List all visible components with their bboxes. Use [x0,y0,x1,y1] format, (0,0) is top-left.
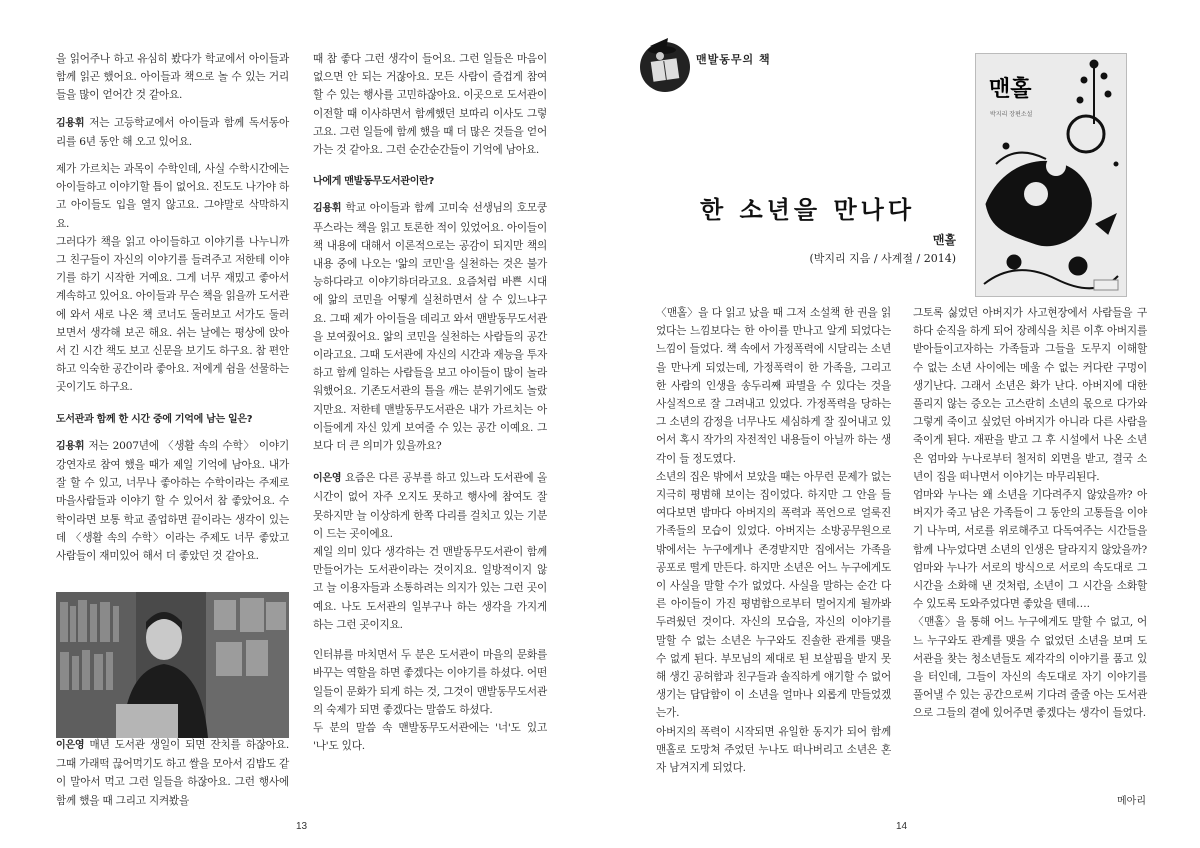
speaker-name: 김용휘 [56,440,85,452]
left-column-2 [313,50,547,764]
left-column-1-tail [56,736,289,819]
paragraph: 김용휘 학교 아이들과 함께 고미숙 선생님의 호모쿵푸스라는 책을 읽고 토론한 적이 있었어요. 아이들이 책 내용에 대해서 이론적으로는 공감이 되지만 책의 내용 중에 나오는 '앎의 코민'을 실천하는 것은 불가능하다라고 이야기하더라고요. 요즘처럼 바쁜 시대에 앎의 코민을 어떻게 실천하면서 살 수 있느냐구요. 그때 제가 아이들을 데리고 와서 맨발동무도서관을 보여줬어요. 앎의 코민을 실천하는 사람들의 공간이라고요. 그때 도서관에 자신의 시간과 재능을 투자하고 함께 일하는 사람들을 보고 아이들이 많이 놀라워했어요. 기존도서관의 틀을 깨는 분위기에도 놀랐지만요. 저한테 맨발동무도서관은 내가 가르치는 아이들에게 자신 있게 보여줄 수 있는 공간 이예요. 그보다 더 큰 의미가 있을까요? [313,202,547,453]
paragraph: 그러다가 책을 읽고 아이들하고 이야기를 나누니까 그 친구들이 자신의 이야기를 들려주고 저한테 이야기를 하기 시작한 거예요. 그게 너무 재밌고 좋아서 계속하고 있어요. 아이들과 무슨 책을 읽을까 도서관에 와서 새로 나온 책 코너도 둘러보고 서가도 둘러보면서 생각해 보곤 해요. 쉬는 날에는 평상에 앉아서 긴 시간 책도 보고 신문을 보기도 하구요. 참 편안하고 익숙한 공간이라 좋아요. 저에게 쉼을 선물하는 곳이기도 하구요. [56,235,289,394]
paragraph: 엄마와 누나는 왜 소년을 기다려주지 않았을까? 아버지가 죽고 남은 가족들이 그 동안의 고통들을 이야기 나누며, 서로를 위로해주고 다독여주는 시간들을 함께 나누었다면 소년의 인생은 달라지지 않았을까? 엄마와 누나가 서로의 방식으로 서로의 속도대로 그 시간을 소화해 낸 것처럼, 소년이 그 시간을 소화할 수 있도록 도와주었다면 좋았을 텐데…. [913,489,1147,611]
paragraph: 소년의 집은 밖에서 보았을 때는 아무런 문제가 없는 지극히 평범해 보이는 집이었다. 하지만 그 안을 들여다보면 밤마다 아버지의 폭력과 폭언으로 얼룩진 가족들의 모습이 있었다. 아버지는 소방공무원으로 밖에서는 누구에게나 존경받지만 집에서는 가족을 공포로 떨게 만든다. 하지만 소년은 어느 누구에게도 이 사실을 말할 수가 없었다. 사실을 말하는 순간 다른 아이들이 가진 평범함으로부터 멀어지게 될까봐 두려웠던 것이다. 자신의 모습을, 자신의 이야기를 말할 수 없는 소년은 누구와도 진솔한 관계를 맺을 수 없게 된다. 부모님의 제대로 된 보살핌을 받지 못해 생긴 공허함과 친구들과 솔직하게 얘기할 수 없어 생기는 답답함이 이 소년을 얼마나 외롭게 만들었겠는가. [656,470,891,720]
paragraph: 〈맨홀〉을 다 읽고 났을 때 그저 소설책 한 권을 읽었다는 느낌보다는 한 아이를 만나고 알게 되었다는 느낌이 들었다. 책 속에서 가정폭력에 시달리는 소년을 만나게 되었는데, 가정폭력이 한 가족을, 그리고 한 사람의 인생을 송두리째 파멸을 수 있다는 것을 사실적으로 잘 그려내고 있었다. 가정폭력을 당하는 그 소년의 감정을 너무나도 세심하게 잘 짚어내고 있어서 혹시 작가의 자전적인 내용들이 아닐까 하는 생각이 들 정도였다. [656,307,891,465]
paragraph: 김용휘 저는 고등학교에서 아이들과 함께 독서동아리를 6년 동안 해 오고 있어요. [56,116,289,148]
section-heading: 나에게 맨발동무도서관이란? [313,176,435,188]
speaker-name: 이은영 [56,740,85,751]
series-logo-icon [638,34,692,94]
book-cover [975,53,1127,297]
speaker-name: 김용휘 [313,203,342,215]
section-heading: 도서관과 함께 한 시간 중에 기억에 남는 일은? [56,413,253,425]
speaker-name: 이은영 [313,473,342,485]
book-info: (박지리 지음 / 사계절 / 2014) [809,252,956,265]
book-cover-subtitle: 박지리 장편소설 [990,111,1033,118]
series-label: 맨발동무의 책 [696,53,771,66]
paragraph: 아버지의 폭력이 시작되면 유일한 동지가 되어 함께 맨홀로 도망쳐 주었던 누나도 떠나버리고 소년은 혼자 남겨지게 되었다. [656,725,891,775]
paragraph: 제일 의미 있다 생각하는 건 맨발동무도서관이 함께 만들어가는 도서관이라는 것이지요. 일방적이지 않고 늘 이용자들과 소통하려는 의지가 있는 그런 곳이예요. 나도 도서관의 일부구나 하는 생각을 가지게 하는 그런 곳이지요. [313,546,547,631]
paragraph: 제가 가르치는 과목이 수학인데, 사실 수학시간에는 아이들하고 이야기할 틈이 없어요. 진도도 나가야 하고 아이들도 입을 열지 않고요. 그야말로 삭막하지요. [56,163,289,230]
paragraph: 그토록 싫었던 아버지가 사고현장에서 사람들을 구하다 순직을 하게 되어 장례식을 치른 이후 아버지를 받아들이고자하는 가족들과 그들을 도무지 이해할 수 없는 소년 사이에는 메울 수 없는 커다란 구멍이 생기난다. 그래서 소년은 화가 난다. 아버지에 대한 풀리지 않는 증오는 고스란히 소년의 몫으로 다가와 그렇게 죽이고 싶었던 아버지가 아니라 다른 사람을 죽이게 된다. 재판을 받고 그 후 시설에서 나온 소년은 엄마와 누나로부터 철저히 외면을 받고, 결국 소년이 집을 떠나면서 이야기는 마무리된다. [913,307,1147,483]
interview-photo [56,592,289,738]
page-number: 13 [296,821,308,832]
paragraph: 이은영 매년 도서관 생일이 되면 잔치를 하잖아요. 그때 가래떡 끊어먹기도 하고 쌀을 모아서 김밥도 같이 말아서 먹고 그런 일들을 하잖아요. 그런 행사에 함께 했을 때 그리고 지켜봤을 [56,739,289,807]
page-number: 14 [896,821,908,832]
paragraph: 두 분의 말씀 속 맨발동무도서관에는 '너'도 있고 '나'도 있다. [313,721,547,753]
book-name: 맨홀 [932,233,956,247]
article-author: 메아리 [1117,796,1146,807]
right-column-2 [913,304,1147,732]
paragraph: 이은영 요즘은 다른 공부를 하고 있느라 도서관에 올 시간이 없어 자주 오지도 못하고 행사에 참여도 잘 못하지만 늘 이상하게 한쪽 다리를 걸치고 있는 기분이 드는 곳이에요. [313,472,547,540]
paragraph: 인터뷰를 마치면서 두 분은 도서관이 마을의 문화를 바꾸는 역할을 하면 좋겠다는 이야기를 하셨다. 어떤 일들이 문화가 되게 하는 것, 그것이 맨발동무도서관의 숙제가 되면 좋겠다는 말씀도 하셨다. [313,649,547,716]
left-column-1 [56,50,289,574]
article-title: 한 소년을 만나다 [700,196,915,224]
paragraph: 때 참 좋다 그런 생각이 들어요. 그런 일들은 마음이 없으면 안 되는 거잖아요. 모든 사람이 즐겁게 참여할 수 있는 행사를 고민하잖아요. 이곳으로 도서관이 이전할 때 이사하면서 함께했던 보따리 이사도 그렇고요. 그런 일들에 함께 했을 때 더 많은 것들을 얻어가는 것 같아요. 그런 순간순간들이 기억에 남아요. [313,53,547,157]
paragraph: 〈맨홀〉을 통해 어느 누구에게도 말할 수 없고, 어느 누구와도 관계를 맺을 수 없었던 소년을 보며 도서관을 찾는 청소년들도 제각각의 이야기를 품고 있을 터인데, 그들이 자신의 속도대로 자기 이야기를 풀어낼 수 있는 공간으로써 기다려 줄줄 아는 도서관으로 그들의 곁에 있어주면 좋겠다는 생각이 들었다. [913,616,1147,720]
paragraph: 을 읽어주나 하고 유심히 봤다가 학교에서 아이들과 함께 읽곤 했어요. 아이들과 책으로 놀 수 있는 거리들을 많이 얻어간 것 같아요. [56,53,289,102]
paragraph: 김용휘 저는 2007년에 〈생활 속의 수학〉 이야기 강연자로 참여 했을 때가 제일 기억에 남아요. 내가 잘 할 수 있고, 너무나 좋아하는 수학이라는 주제로 마을사람들과 이야기 할 수 있어서 참 좋았어요. 수학이라면 보통 학교 졸업하면 끝이라는 생각이 있는데 〈생활 속의 수학〉이라는 주제도 너무 좋았고 사람들이 재미있어 해서 더 좋았던 것 같아요. [56,439,289,563]
right-column-1 [656,304,891,786]
speaker-name: 김용휘 [56,117,85,129]
book-cover-title: 맨홀 [989,77,1032,102]
